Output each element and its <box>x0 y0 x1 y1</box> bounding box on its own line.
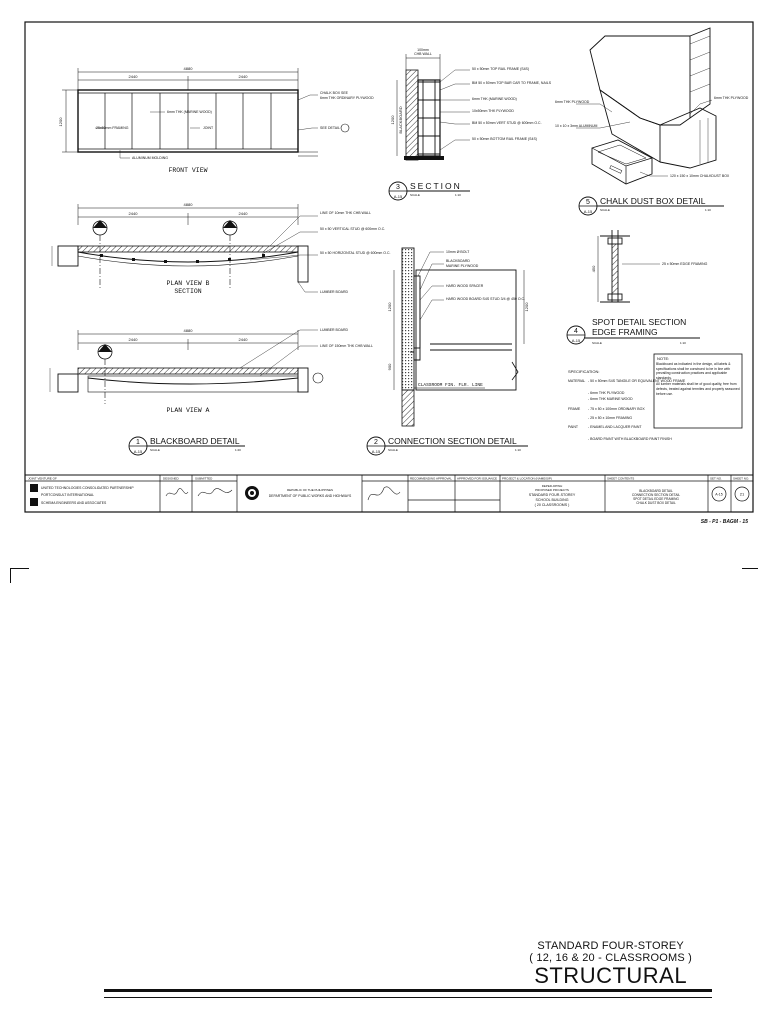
blackboard-detail <box>50 66 390 455</box>
conn-dim-1: 1200 <box>387 302 392 312</box>
note-heading: NOTE: <box>657 356 670 361</box>
section-detail <box>389 48 552 200</box>
spec-row3-val: - ENAMEL AND LACQUER PAINT <box>588 425 642 429</box>
section-dim: 1200 <box>390 115 395 125</box>
conn-note-1: 10mm Ø BOLT <box>446 250 470 254</box>
chalk-dust-box-title: CHALK DUST BOX DETAIL <box>600 196 706 206</box>
tb-project-1: DEPED-DPWH <box>541 484 563 488</box>
plan-view-b-section: SECTION <box>174 288 202 295</box>
conn-note-2: BLACKBOARD <box>446 259 470 263</box>
cover-line-3: STRUCTURAL <box>534 963 688 989</box>
blackboard-detail-title: BLACKBOARD DETAIL <box>150 436 240 446</box>
signature-designed <box>166 488 188 496</box>
leader-front-3: SEE DETAIL <box>320 126 340 130</box>
leader-plana-2: LINE OF 150mm THK CHB WALL <box>320 344 373 348</box>
cover-title <box>529 940 692 988</box>
tb-project-4: SCHOOL BUILDING <box>535 498 569 502</box>
tb-project-title: PROJECT & LOCATION (NAME/SIP) <box>502 476 552 481</box>
dim-half-front-2: 2440 <box>238 74 248 79</box>
section-wall <box>406 70 418 160</box>
conn-dim-2: 1200 <box>524 302 529 312</box>
leader-plana-1: LUMBER BOARD <box>320 328 349 332</box>
plan-b-left-end <box>58 246 78 266</box>
leader-front-4: 6mm THK (MARINE WOOD) <box>167 110 212 114</box>
dim-half-planb-2: 2440 <box>238 211 248 216</box>
tb-sheet-no: SHEET NO. <box>733 476 750 481</box>
title-block <box>25 475 753 525</box>
dim-total-plana: 4880 <box>183 328 193 333</box>
tb-project-5: ( 20 CLASSROOMS ) <box>534 503 570 507</box>
plan-a-left-end <box>58 374 78 392</box>
tb-drawing-code: SB - P1 - BAGM - 15 <box>700 519 748 525</box>
plan-a-right-end <box>298 368 308 392</box>
spec-row1c: - 6mm THK MARINE WOOD <box>588 397 633 401</box>
specification-block <box>568 354 742 441</box>
cover-rule-thin <box>104 997 712 998</box>
title-num-2: 2 <box>374 439 378 446</box>
tb-submitted: SUBMITTED <box>195 476 213 481</box>
plan-a-board-curve <box>88 378 298 384</box>
note-body-2: All lumber materials shall be of good quality, free from defects, treated against termites and properly seasoned before use. <box>656 382 740 396</box>
section-top-label-1: 100mm <box>417 48 429 52</box>
leader-planb-3: 50 x 50 HORIZONTAL STUD @ 600mm O.C. <box>320 251 391 255</box>
dim-half-plana-2: 2440 <box>238 337 248 342</box>
tb-contents-1: BLACKBOARD DETAIL <box>639 489 673 493</box>
spec-row3-key: PAINT <box>568 425 579 429</box>
title-scale-val-5: 1:10 <box>705 208 711 212</box>
dim-half-planb-1: 2440 <box>128 211 138 216</box>
chalk-perspective-body <box>590 36 690 125</box>
leader-front-5: 25x50mm FRAMING <box>96 126 129 130</box>
detail-callout-plana <box>313 373 323 383</box>
cover-line-2: ( 12, 16 & 20 - CLASSROOMS ) <box>529 952 692 965</box>
section-note-2: BM 50 x 50mm TOP BAR CAR TO FRAME, NAILS <box>472 81 552 85</box>
conn-board-box <box>416 270 516 390</box>
tb-joint-venture: JOINT VENTURE OF <box>28 476 57 481</box>
dim-height-front: 1200 <box>58 117 63 127</box>
title-scale-val-2: 1:10 <box>515 448 521 452</box>
tb-designed: DESIGNED <box>163 476 179 481</box>
tb-contents-4: CHALK DUST BOX DETAIL <box>636 501 676 505</box>
title-scale-val-1: 1:20 <box>235 448 241 452</box>
chalk-note-4: 120 x 150 x 10mm CHALKDUST BOX <box>670 174 730 178</box>
crop-mark-right <box>742 568 758 569</box>
title-scale-5: SCALE <box>600 208 610 212</box>
spec-row1-key: MATERIAL <box>568 379 586 383</box>
title-scale-1: SCALE <box>150 448 160 452</box>
plan-b-right-end <box>298 246 308 282</box>
leader-front-1: CHALK BOX SEE <box>320 91 349 95</box>
section-note-6: 50 x 50mm BOTTOM RAIL FRAME (S4S) <box>472 137 537 141</box>
title-ref-1: A-15 <box>133 449 143 454</box>
title-ref-3: A-15 <box>393 194 403 199</box>
tb-dpwh: DEPARTMENT OF PUBLIC WORKS AND HIGHWAYS <box>268 494 352 498</box>
tb-sheet-num: 21 <box>739 491 745 497</box>
leader-front-7: ALUMINUM MOLDING <box>132 156 168 160</box>
connection-section-title: CONNECTION SECTION DETAIL <box>388 436 517 446</box>
leader-front-6: JOINT <box>203 126 214 130</box>
chalk-drawer <box>592 140 652 184</box>
note-body-1: Blackboard as indicated in the design, all labels & specifications shall be construed to be in line with prevailing construction practices and applicable standards. <box>656 362 731 380</box>
leader-planb-1: LINE OF 10mm THK CHB WALL <box>320 211 371 215</box>
title-scale-4: SCALE <box>592 341 602 345</box>
tb-project-2: PROPOSED PROJECTS <box>535 488 569 492</box>
spot-detail-section <box>567 230 708 345</box>
plan-a-wall <box>78 368 298 374</box>
signature-reviewer <box>368 487 400 500</box>
tb-firm-1: UNITED TECHNOLOGIES CONSOLIDATED PARTNERSHIP <box>41 486 134 490</box>
tb-republic: REPUBLIC OF THE PHILIPPINES <box>286 488 334 492</box>
front-view-label: FRONT VIEW <box>168 167 208 174</box>
connection-section-detail <box>367 248 529 455</box>
tb-approved: APPROVED FOR ISSUANCE <box>457 476 498 481</box>
spot-dim: 450 <box>591 265 596 273</box>
title-num-5: 5 <box>586 199 590 206</box>
section-top-label-2: CHB WALL <box>414 52 432 56</box>
plan-b-wall <box>78 246 298 252</box>
tb-firm-3: SCHEMA ENGINEERS AND ASSOCIATES <box>41 501 107 505</box>
leader-planb-4: LUMBER BOARD <box>320 290 349 294</box>
section-note-1: 50 x 50mm TOP RAIL FRAME (S4S) <box>472 67 530 71</box>
conn-note-5: HARD WOOD BOARD S4S STUD 3/4 @ 450 O.C. <box>446 297 526 301</box>
conn-wall <box>402 248 414 390</box>
tb-firm-2: PORTCONSULT INTERNATIONAL <box>41 493 95 497</box>
title-scale-2: SCALE <box>388 448 398 452</box>
conn-dim-3: 900 <box>387 363 392 371</box>
spec-row1b: - 6mm THK PLYWOOD <box>588 391 625 395</box>
crop-mark-left <box>10 568 29 583</box>
leader-front-2: 6mm THK ORDINARY PLYWOOD <box>320 96 374 100</box>
tb-set-no: SET NO. <box>710 476 722 481</box>
conn-note-3: MARINE PLYWOOD <box>446 264 479 268</box>
signature-submitted <box>198 488 232 496</box>
spec-row2b: - 25 x 50 x 10mm FRAMING <box>588 416 633 420</box>
tb-recommending: RECOMMENDING APPROVAL <box>410 476 452 481</box>
title-num-1: 1 <box>136 439 140 446</box>
spot-note-1: 25 x 50mm EDGE FRAMING <box>662 262 708 266</box>
section-note-5: BM 50 x 50mm VERT STUD @ 600mm O.C. <box>472 121 542 125</box>
conn-note-4: HARD WOOD SPACER <box>446 284 484 288</box>
spot-detail-title-1: SPOT DETAIL SECTION <box>592 317 687 327</box>
dim-total-planb: 4880 <box>183 202 193 207</box>
section-side-label: BLACKBOARD <box>398 106 403 134</box>
firm-logo <box>30 484 38 492</box>
tb-contents-3: SPOT DETAIL EDGE FRAMING <box>633 497 679 501</box>
plan-view-a-label: PLAN VIEW A <box>166 407 210 414</box>
spot-detail-title-2: EDGE FRAMING <box>592 327 658 337</box>
spec-row3b: - BOARD PAINT WITH BLACKBOARD PAINT FINISH <box>588 437 672 441</box>
title-num-3: 3 <box>396 184 400 191</box>
leader-planb-2: 50 x 50 VERTICAL STUD @ 600mm O.C. <box>320 227 386 231</box>
section-note-4: 10x50mm THK PLYWOOD <box>472 109 514 113</box>
dim-total-front: 4880 <box>183 66 193 71</box>
spec-row2-key: FRAME <box>568 407 581 411</box>
section-note-3: 6mm THK (MARINE WOOD) <box>472 97 517 101</box>
tb-sheet-contents: SHEET CONTENTS <box>607 476 635 481</box>
chalk-note-3: 6mm THK PLYWOOD <box>714 96 749 100</box>
spec-heading: SPECIFICATION: <box>568 369 600 374</box>
tb-contents-2: CONNECTION SECTION DETAIL <box>631 493 681 497</box>
conn-floor-line: CLASSROOM FIN. FLR. LINE <box>418 383 483 388</box>
tb-sheet-code: A-15 <box>715 492 723 497</box>
spec-row2-val: - 75 x 50 x 100mm ORDINARY BOX <box>588 407 645 411</box>
title-scale-val-3: 1:10 <box>455 193 461 197</box>
title-ref-5: A-15 <box>583 209 593 214</box>
chalk-dust-box-detail <box>555 28 749 215</box>
spec-row1-val: - 50 x 50mm S4S TANGILE OR EQUIVALENT WOOD FRAME <box>588 379 686 383</box>
section-title: SECTION <box>410 181 462 191</box>
title-num-4: 4 <box>574 328 578 335</box>
title-ref-4: A-15 <box>571 338 581 343</box>
dim-half-front-1: 2440 <box>128 74 138 79</box>
chalk-note-1: 6mm THK PLYWOOD <box>555 100 590 104</box>
dim-half-plana-1: 2440 <box>128 337 138 342</box>
tb-project-3: STANDARD FOUR-STOREY <box>528 493 576 497</box>
title-scale-3: SCALE <box>410 193 420 197</box>
cover-line-1: STANDARD FOUR-STOREY <box>537 940 684 952</box>
title-ref-2: A-15 <box>371 449 381 454</box>
title-scale-val-4: 1:10 <box>680 341 686 345</box>
plan-view-b-label: PLAN VIEW B <box>166 280 210 287</box>
cover-rule-thick <box>104 989 712 992</box>
detail-callout-front <box>341 124 349 132</box>
chalk-note-2: 10 x 10 x 3mm ALUMINUM <box>555 124 598 128</box>
